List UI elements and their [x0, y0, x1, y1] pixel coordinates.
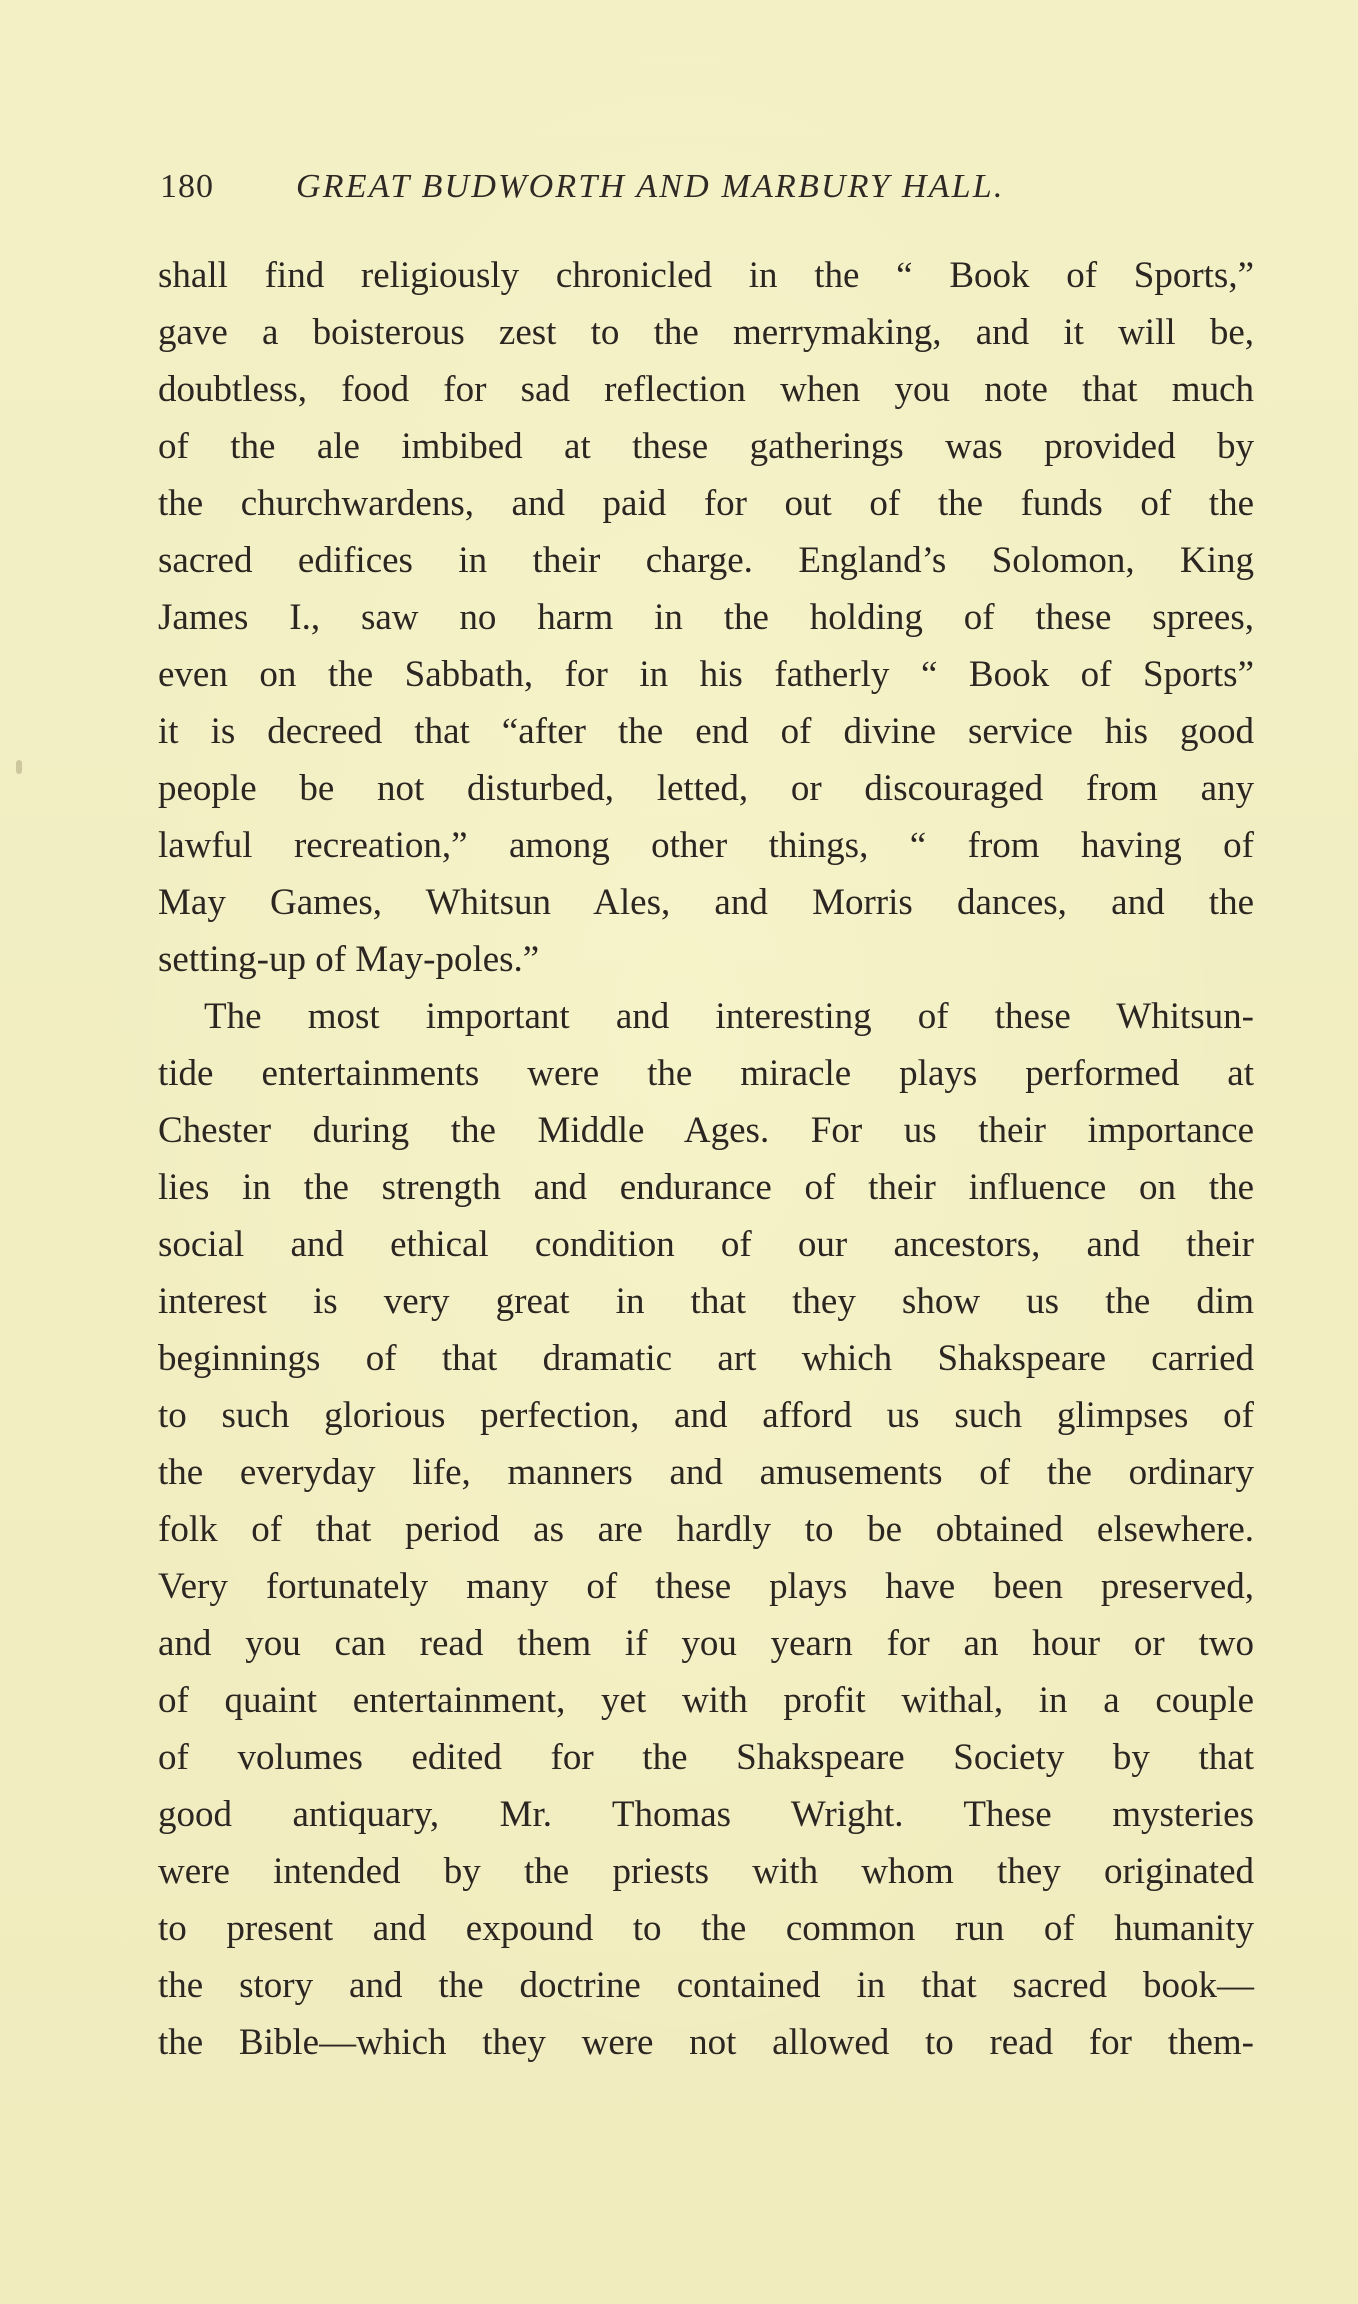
text-line: of volumes edited for the Shakspeare Society by that: [158, 1737, 1254, 1778]
text-line: interest is very great in that they show us the dim: [158, 1281, 1254, 1322]
text-line: the Bible—which they were not allowed to read for them-: [158, 2022, 1254, 2063]
text-line: tide entertainments were the miracle plays performed at: [158, 1053, 1254, 1094]
text-line: Chester during the Middle Ages. For us their importance: [158, 1110, 1254, 1151]
text-line: to such glorious perfection, and afford us such glimpses of: [158, 1395, 1254, 1436]
page-number: 180: [160, 168, 214, 205]
running-title: GREAT BUDWORTH AND MARBURY HALL.: [296, 168, 1005, 205]
text-line: The most important and interesting of these Whitsun-: [204, 996, 1254, 1037]
text-line: May Games, Whitsun Ales, and Morris dances, and the: [158, 882, 1254, 923]
text-line: shall find religiously chronicled in the “ Book of Sports,”: [158, 255, 1254, 296]
text-line: and you can read them if you yearn for an hour or two: [158, 1623, 1254, 1664]
text-line: people be not disturbed, letted, or discouraged from any: [158, 768, 1254, 809]
text-line: good antiquary, Mr. Thomas Wright. These mysteries: [158, 1794, 1254, 1835]
text-line: to present and expound to the common run of humanity: [158, 1908, 1254, 1949]
body-text: [158, 247, 1254, 2071]
text-line: were intended by the priests with whom they originated: [158, 1851, 1254, 1892]
paper-speck: [16, 760, 22, 774]
text-line: setting-up of May-poles.”: [158, 939, 540, 980]
text-line: it is decreed that “after the end of divine service his good: [158, 711, 1254, 752]
text-line: lawful recreation,” among other things, “ from having of: [158, 825, 1254, 866]
text-line: gave a boisterous zest to the merrymaking, and it will be,: [158, 312, 1254, 353]
page-header: [160, 168, 1260, 216]
text-line: even on the Sabbath, for in his fatherly “ Book of Sports”: [158, 654, 1254, 695]
text-line: social and ethical condition of our ancestors, and their: [158, 1224, 1254, 1265]
text-line: sacred edifices in their charge. England’s Solomon, King: [158, 540, 1254, 581]
text-line: beginnings of that dramatic art which Shakspeare carried: [158, 1338, 1254, 1379]
text-line: of the ale imbibed at these gatherings was provided by: [158, 426, 1254, 467]
paragraph-2: [158, 988, 1254, 2071]
paragraph-1: [158, 247, 1254, 988]
text-line: the churchwardens, and paid for out of the funds of the: [158, 483, 1254, 524]
text-line: lies in the strength and endurance of their influence on the: [158, 1167, 1254, 1208]
text-line: the story and the doctrine contained in that sacred book—: [158, 1965, 1254, 2006]
text-line: of quaint entertainment, yet with profit withal, in a couple: [158, 1680, 1254, 1721]
text-line: the everyday life, manners and amusements of the ordinary: [158, 1452, 1254, 1493]
text-line: folk of that period as are hardly to be obtained elsewhere.: [158, 1509, 1254, 1550]
text-line: James I., saw no harm in the holding of these sprees,: [158, 597, 1254, 638]
text-line: Very fortunately many of these plays have been preserved,: [158, 1566, 1254, 1607]
text-line: doubtless, food for sad reflection when you note that much: [158, 369, 1254, 410]
